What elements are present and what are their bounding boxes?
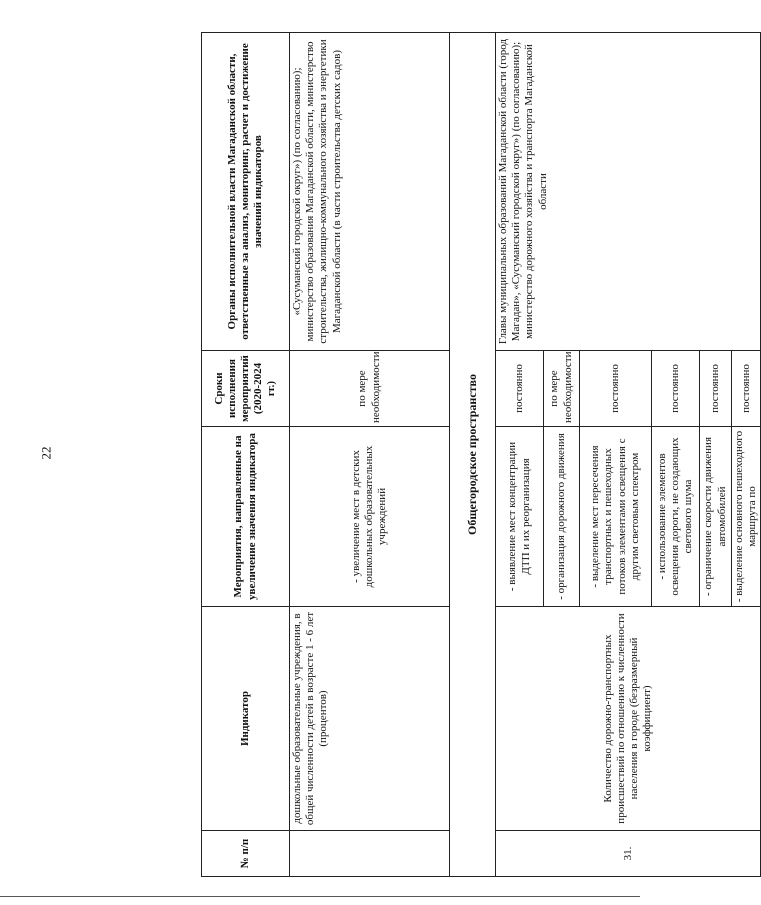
cell-term: постоянно	[652, 351, 700, 427]
header-terms: Сроки исполнения мероприятий (2020-2024 гг.)	[202, 351, 290, 427]
cell-num-31: 31.	[496, 831, 761, 877]
cell-num	[290, 831, 450, 877]
page-number: 22	[38, 446, 54, 460]
section-row	[450, 33, 496, 877]
header-measures: Мероприятия, направленные на увеличение значения индикатора	[202, 427, 290, 607]
cell-indicator-31: Количество дорожно-транспортных происшествий по отношению к численности населения в городе (безразмерный коэффициент)	[496, 607, 761, 831]
cell-indicator: дошкольные образовательные учреждения, в общей численности детей в возрасте 1 - 6 лет (процентов)	[290, 607, 450, 831]
cell-authority-31: Главы муниципальных образований Магаданской области (город Магадан», «Сусуманский городской округ») (по согласованию); министерство дорожного хозяйства и транспорта Магаданской области	[496, 33, 761, 351]
cell-measure: - выявление мест концентрации ДТП и их реорганизация	[496, 427, 544, 607]
cell-term: по мере необходимости	[544, 351, 580, 427]
cell-term: по мере необходимости	[290, 351, 450, 427]
cell-measure: - увеличение мест в детских дошкольных образовательных учреждений	[290, 427, 450, 607]
cell-authority: «Сусуманский городской округ») (по согласованию); министерство образования Магаданской области, министерство строительства, жилищно-коммунального хозяйства и энергетики Магаданской области (в части строительства детских садов)	[290, 33, 450, 351]
cell-measure: - использование элементов освещения дороги, не создающих светового шума	[652, 427, 700, 607]
header-authorities: Органы исполнительной власти Магаданской области, ответственные за анализ, мониторинг, расчет и достижение значений индикаторов	[202, 33, 290, 351]
section-title: Общегородское пространство	[450, 33, 496, 877]
cell-term: постоянно	[496, 351, 544, 427]
page-bottom-divider	[0, 896, 640, 897]
cell-term: постоянно	[700, 351, 732, 427]
cell-term: постоянно	[580, 351, 652, 427]
header-num: № п/п	[202, 831, 290, 877]
table-row-previous	[290, 33, 450, 877]
cell-measure: - организация дорожного движения	[544, 427, 580, 607]
table-row	[496, 33, 544, 877]
cell-measure: - ограничение скорости движения автомобилей	[700, 427, 732, 607]
cell-term: постоянно	[732, 351, 761, 427]
cell-measure: - выделение мест пересечения транспортных и пешеходных потоков элементами освещения с другим световым спектром	[580, 427, 652, 607]
cell-measure: - выделение основного пешеходного маршрута по	[732, 427, 761, 607]
header-indicator: Индикатор	[202, 607, 290, 831]
document-table	[201, 33, 759, 877]
table-header-row	[202, 33, 290, 877]
